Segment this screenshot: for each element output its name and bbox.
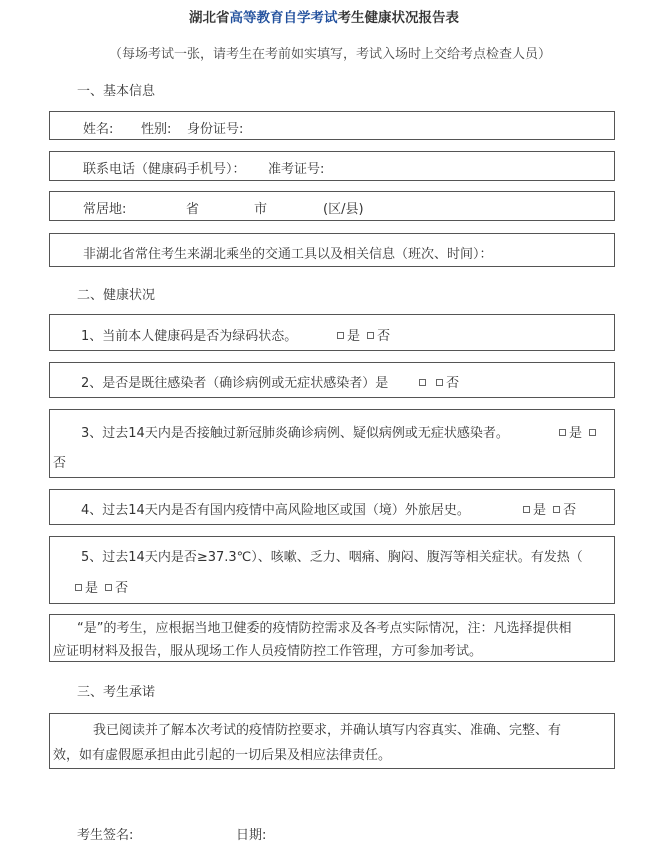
- q3-yes-label: 是: [569, 426, 583, 441]
- residence-label: 常居地:: [83, 202, 127, 217]
- pledge-box: [49, 713, 615, 769]
- city-label: 市: [254, 202, 268, 217]
- basic-info-row-transport: [49, 233, 615, 267]
- district-label: (区/县): [323, 202, 364, 217]
- title-highlight[interactable]: 高等教育自学考试: [229, 10, 338, 26]
- phone-label: 联系电话（健康码手机号）：: [83, 162, 246, 177]
- q5-yes-checkbox[interactable]: [75, 584, 82, 591]
- basic-info-row-name: [49, 111, 615, 140]
- title-suffix: 考生健康状况报告表: [337, 10, 459, 26]
- q1-yes-checkbox[interactable]: [337, 332, 344, 339]
- question-5-options: [72, 577, 128, 596]
- question-1-options: [334, 325, 390, 344]
- health-note-box: [49, 614, 615, 662]
- q2-no-label: 否: [446, 376, 460, 391]
- form-title: [0, 6, 648, 26]
- question-4-options: [520, 499, 576, 518]
- note-line-1: “是”的考生，应根据当地卫健委的疫情防控需求及各考点实际情况，注：凡选择提供相: [77, 621, 572, 636]
- q4-yes-label: 是: [533, 503, 547, 518]
- q4-no-checkbox[interactable]: [553, 506, 560, 513]
- form-subtitle: （每场考试一张，请考生在考前如实填写，考试入场时上交给考点检查人员）: [108, 47, 551, 62]
- question-3-options: [556, 422, 599, 441]
- section-basic-info-heading: 一、基本信息: [77, 84, 156, 99]
- health-question-4: [49, 489, 615, 525]
- basic-info-row-contact: [49, 151, 615, 181]
- health-question-5: [49, 536, 615, 604]
- q3-yes-checkbox[interactable]: [559, 429, 566, 436]
- question-2-options: [416, 372, 459, 391]
- pledge-line-1: 我已阅读并了解本次考试的疫情防控要求，并确认填写内容真实、准确、完整、有: [93, 723, 562, 738]
- q3-no-label: 否: [53, 456, 67, 471]
- question-4-text: 4、过去14天内是否有国内疫情中高风险地区或国（境）外旅居史。: [81, 503, 470, 518]
- health-question-3: [49, 409, 615, 478]
- health-question-2: [49, 362, 615, 398]
- id-number-label: 身份证号:: [187, 122, 244, 137]
- section-health-heading: 二、健康状况: [77, 288, 156, 303]
- health-question-1: [49, 314, 615, 351]
- signature-label: 考生签名:: [77, 828, 134, 843]
- transport-label: 非湖北省常住考生来湖北乘坐的交通工具以及相关信息（班次、时间）：: [83, 247, 493, 262]
- date-label: 日期:: [236, 828, 267, 843]
- q5-no-checkbox[interactable]: [105, 584, 112, 591]
- q2-yes-checkbox[interactable]: [419, 379, 426, 386]
- q4-yes-checkbox[interactable]: [523, 506, 530, 513]
- name-label: 姓名:: [83, 122, 114, 137]
- q2-no-checkbox[interactable]: [436, 379, 443, 386]
- question-2-text: 2、是否是既往感染者（确诊病例或无症状感染者）是: [81, 376, 389, 391]
- question-5-text: 5、过去14天内是否≥37.3℃）、咳嗽、乏力、咽痛、胸闷、腹泻等相关症状。有发热（: [81, 550, 583, 565]
- pledge-line-2: 效，如有虚假愿承担由此引起的一切后果及相应法律责任。: [53, 748, 392, 763]
- basic-info-row-residence: [49, 191, 615, 221]
- q3-no-checkbox[interactable]: [589, 429, 596, 436]
- gender-label: 性别:: [141, 122, 172, 137]
- q4-no-label: 否: [563, 503, 577, 518]
- note-line-2: 应证明材料及报告，服从现场工作人员疫情防控工作管理，方可参加考试。: [53, 644, 483, 659]
- q1-no-checkbox[interactable]: [367, 332, 374, 339]
- province-label: 省: [186, 202, 200, 217]
- title-prefix: 湖北省: [189, 10, 230, 26]
- q5-yes-label: 是: [85, 581, 99, 596]
- section-pledge-heading: 三、考生承诺: [77, 685, 156, 700]
- q5-no-label: 否: [115, 581, 129, 596]
- q1-yes-label: 是: [347, 329, 361, 344]
- question-1-text: 1、当前本人健康码是否为绿码状态。: [81, 329, 298, 344]
- exam-number-label: 准考证号:: [268, 162, 325, 177]
- q1-no-label: 否: [377, 329, 391, 344]
- question-3-text: 3、过去14天内是否接触过新冠肺炎确诊病例、疑似病例或无症状感染者。: [81, 426, 509, 441]
